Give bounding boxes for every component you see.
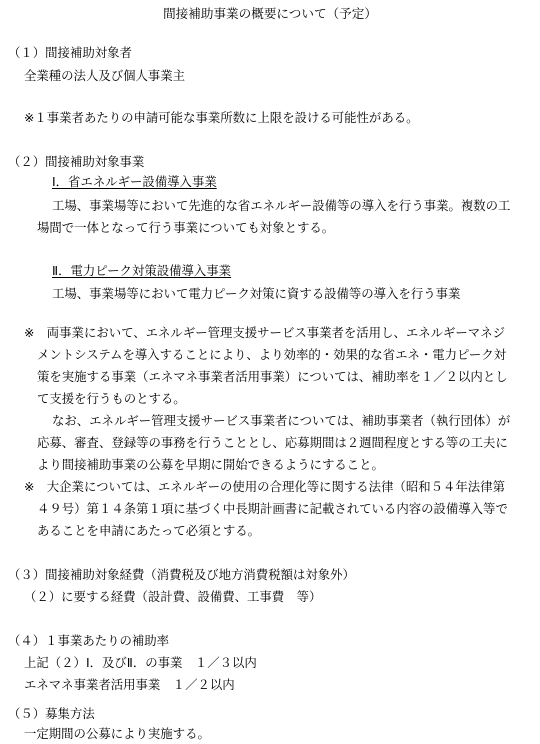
note-1-line-5: なお、エネルギー管理支援サービス事業者については、補助事業者（執行団体）が	[52, 413, 511, 428]
section-1-body: 全業種の法人及び個人事業主	[24, 68, 186, 83]
note-2-line-2: ４９号）第１４条第１項に基づく中長期計画書に記載されている内容の設備導入等で	[37, 501, 508, 516]
note-1-line-1: ※ 両事業において、エネルギー管理支援サービス事業者を活用し、エネルギーマネジ	[24, 325, 505, 340]
note-1-line-2: メントシステムを導入することにより、より効率的・効果的な省エネ・電力ピーク対	[37, 347, 507, 362]
note-1-line-6: 応募、審査、登録等の事務を行うこととし、応募期間は２週間程度とする等の工夫に	[37, 435, 508, 450]
note-2-line-3: あることを申請にあたって必須とする。	[37, 523, 261, 538]
section-3-body: （２）に要する経費（設計費、設備費、工事費 等）	[24, 589, 322, 604]
section-3-heading: （３）間接補助対象経費（消費税及び地方消費税額は対象外）	[8, 567, 355, 582]
note-1-line-7: より間接補助事業の公募を早期に開始できるようにすること。	[37, 457, 384, 472]
section-5-body: 一定期間の公募により実施する。	[24, 726, 210, 741]
section-2-heading: （２）間接補助対象事業	[8, 154, 145, 169]
subsection-i-text-1: 工場、事業場等において先進的な省エネルギー設備等の導入を行う事業。複数の工	[52, 198, 511, 213]
subsection-i-text-2: 場間で一体となって行う事業についても対象とする。	[37, 220, 335, 235]
subsection-ii-text-1: 工場、事業場等において電力ピーク対策に資する設備等の導入を行う事業	[52, 286, 461, 301]
section-5-heading: （５）募集方法	[8, 706, 95, 721]
section-1-heading: （１）間接補助対象者	[8, 45, 132, 60]
note-1-line-3: 策を実施する事業（エネマネ事業者活用事業）については、補助率を１／２以内とし	[37, 369, 508, 384]
section-4-heading: （４）１事業あたりの補助率	[8, 633, 170, 648]
note-2-line-1: ※ 大企業については、エネルギーの使用の合理化等に関する法律（昭和５４年法律第	[24, 479, 505, 494]
subsection-ii-title: Ⅱ．電力ピーク対策設備導入事業	[52, 263, 232, 278]
section-4-line-2: エネマネ事業者活用事業 １／２以内	[24, 677, 235, 692]
document-title: 間接補助事業の概要について（予定）	[163, 6, 377, 21]
section-4-line-1: 上記（２）Ⅰ．及びⅡ．の事業 １／３以内	[24, 655, 257, 670]
note-1-line-4: て支援を行うものとする。	[37, 391, 186, 406]
subsection-i-title: Ⅰ．省エネルギー設備導入事業	[52, 174, 217, 189]
section-1-note: ※１事業者あたりの申請可能な事業所数に上限を設ける可能性がある。	[24, 110, 419, 125]
